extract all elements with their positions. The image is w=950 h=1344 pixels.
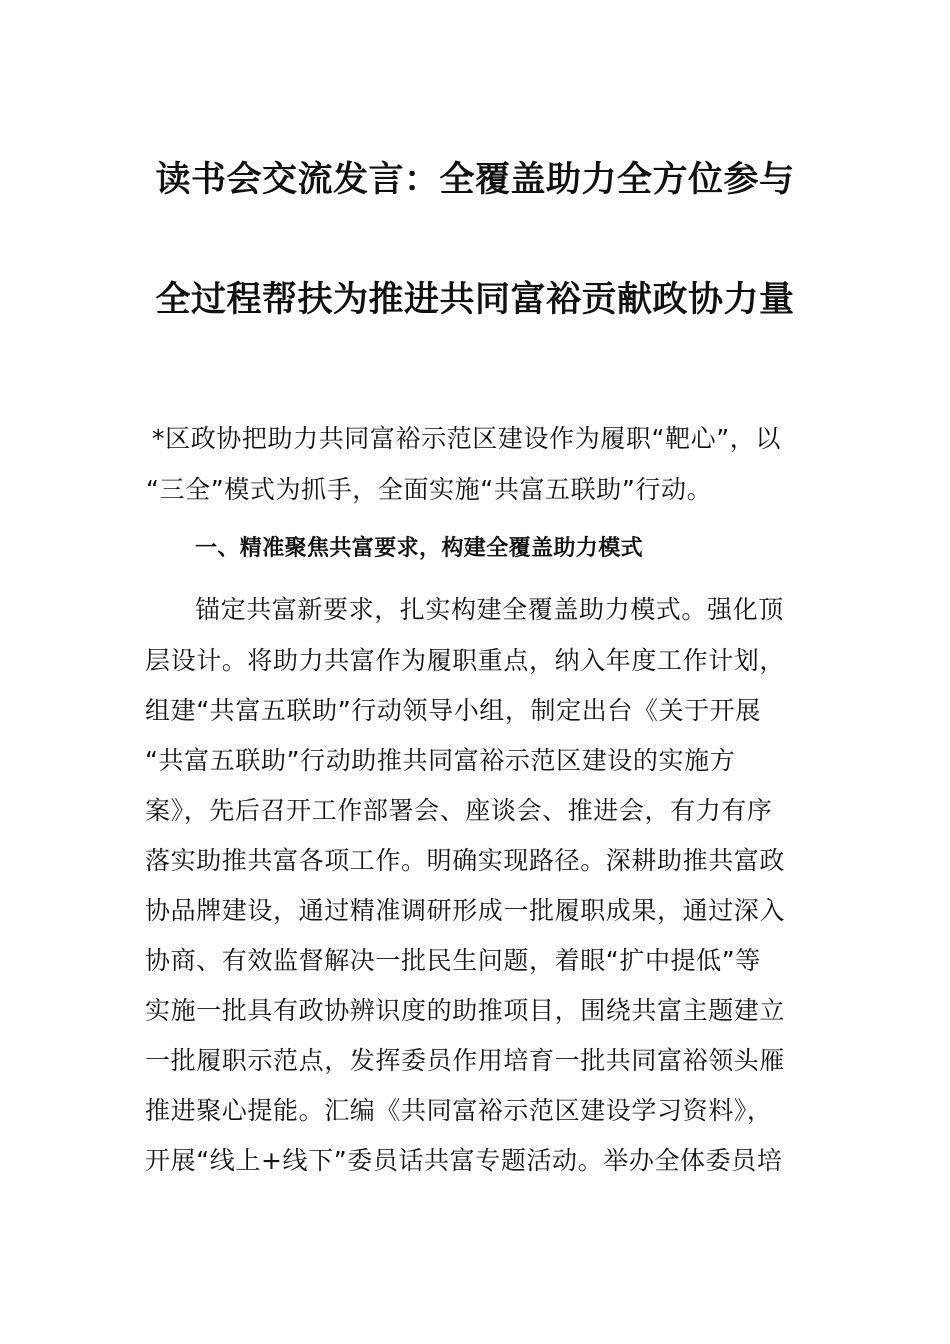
paragraph-line: 层设计。将助力共富作为履职重点，纳入年度工作计划， (145, 646, 786, 675)
section-heading: 一、精准聚焦共富要求，构建全覆盖助力模式 (195, 536, 644, 561)
document-title-line-1: 读书会交流发言：全覆盖助力全方位参与 (155, 160, 795, 200)
intro-line-2: “三全”模式为抓手，全面实施“共富五联助”行动。 (146, 475, 713, 504)
paragraph-line: 案》，先后召开工作部署会、座谈会、推进会，有力有序 (145, 796, 773, 825)
paragraph-line: 组建“共富五联助”行动领导小组，制定出台《关于开展 (145, 696, 761, 725)
paragraph-line: 落实助推共富各项工作。明确实现路径。深耕助推共富政 (145, 846, 786, 875)
paragraph-line: 推进聚心提能。汇编《共同富裕示范区建设学习资料》， (145, 1096, 773, 1125)
paragraph-line: 协品牌建设，通过精准调研形成一批履职成果，通过深入 (145, 896, 786, 925)
paragraph-line: 锚定共富新要求，扎实构建全覆盖助力模式。强化顶 (195, 595, 784, 624)
paragraph-line: 协商、有效监督解决一批民生问题，着眼“扩中提低”等 (145, 946, 761, 975)
document-title-line-2: 全过程帮扶为推进共同富裕贡献政协力量 (155, 280, 795, 320)
intro-line-1: *区政协把助力共同富裕示范区建设作为履职“靶心”，以 (152, 424, 782, 453)
paragraph-line: “共富五联助”行动助推共同富裕示范区建设的实施方 (145, 746, 736, 775)
paragraph-line: 开展“线上+线下”委员话共富专题活动。举办全体委员培 (145, 1146, 783, 1175)
paragraph-line: 一批履职示范点，发挥委员作用培育一批共同富裕领头雁 (145, 1046, 786, 1075)
paragraph-line: 实施一批具有政协辨识度的助推项目，围绕共富主题建立 (145, 996, 786, 1025)
